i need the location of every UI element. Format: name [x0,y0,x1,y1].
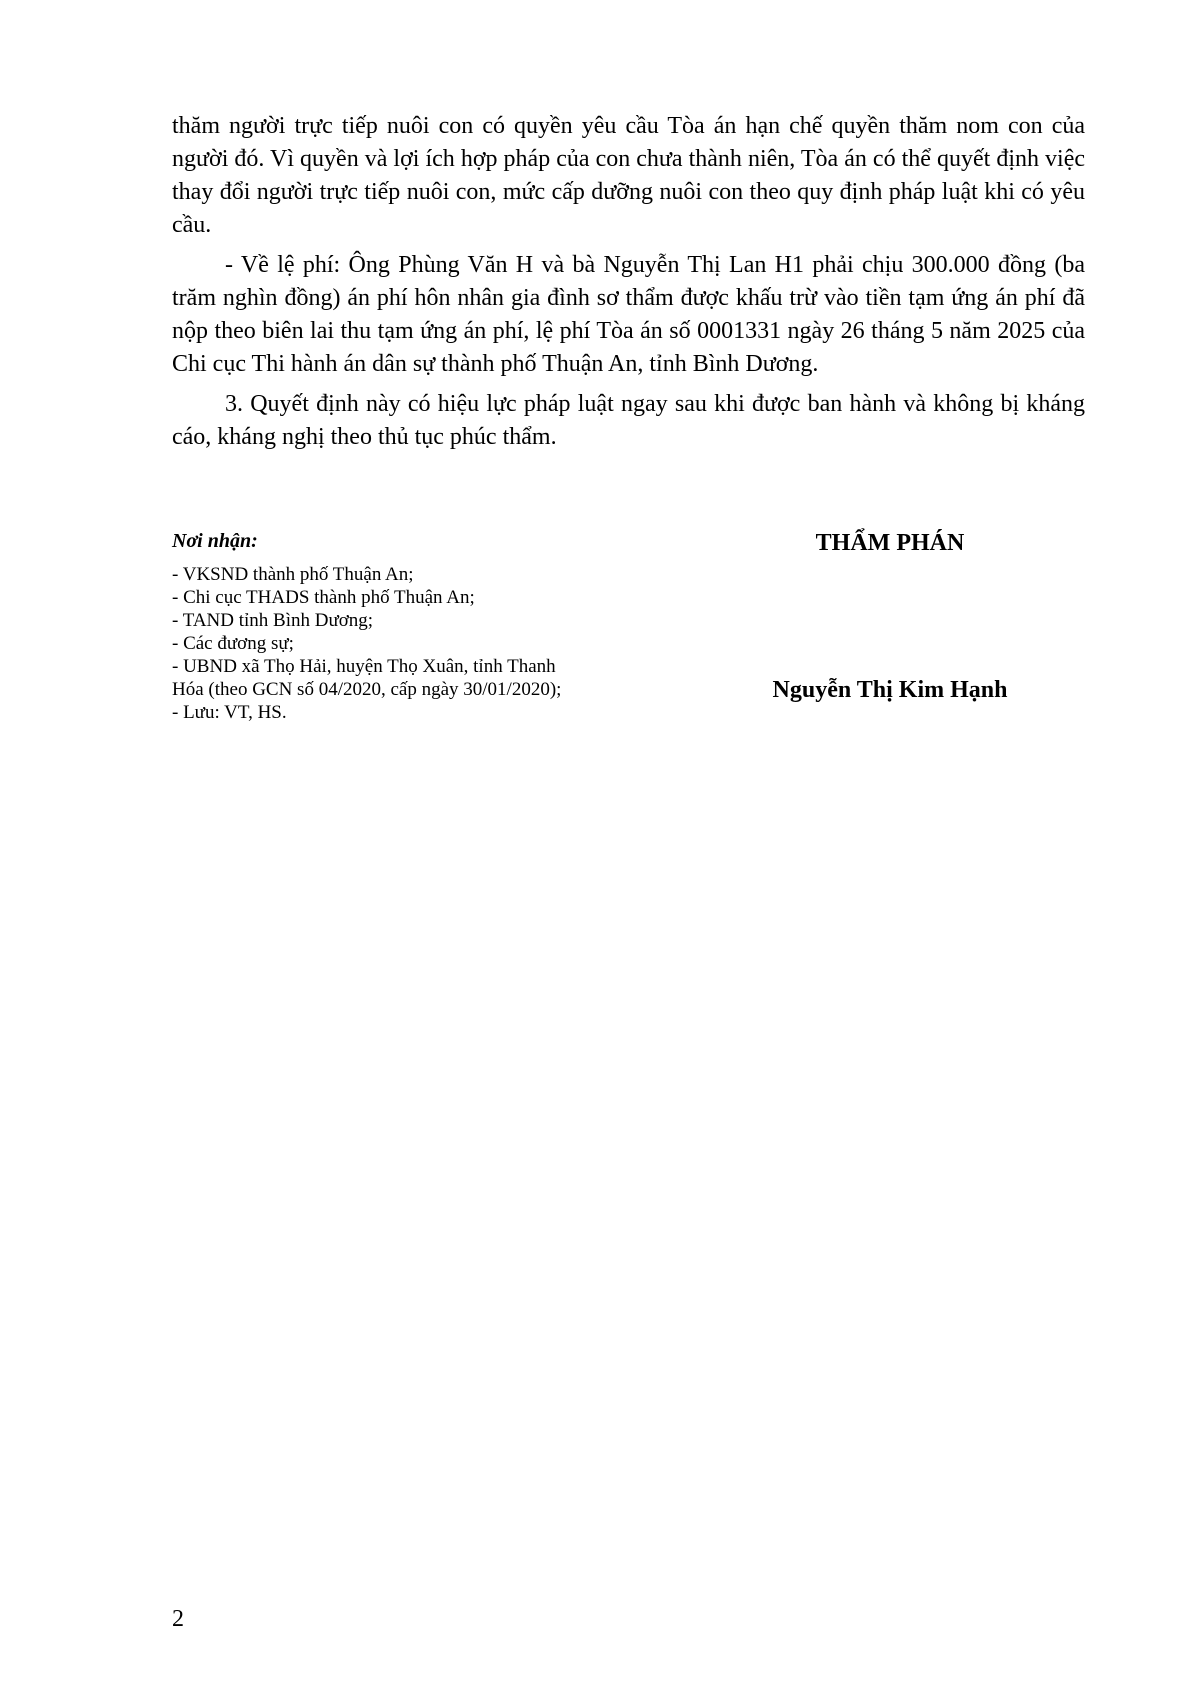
signature-block [720,530,1060,704]
recipients-heading: Nơi nhận: [172,530,258,552]
paragraph-court-fee: - Về lệ phí: Ông Phùng Văn H và bà Nguyễn Thị Lan H1 phải chịu 300.000 đồng (ba trăm nghìn đồng) án phí hôn nhân gia đình sơ thẩm được khấu trừ vào tiền tạm ứng án phí đã nộp theo biên lai thu tạm ứng án phí, lệ phí Tòa án số 0001331 ngày 26 tháng 5 năm 2025 của Chi cục Thi hành án dân sự thành phố Thuận An, tỉnh Bình Dương. [172,252,1085,377]
judge-name: Nguyễn Thị Kim Hạnh [772,677,1008,703]
recipient-item: - VKSND thành phố Thuận An; [172,564,414,585]
recipient-item: - UBND xã Thọ Hải, huyện Thọ Xuân, tỉnh Thanh Hóa (theo GCN số 04/2020, cấp ngày 30/01/2020); [172,656,562,700]
recipient-item: - Lưu: VT, HS. [172,702,287,723]
decision-body [172,110,1085,454]
recipient-item: - Chi cục THADS thành phố Thuận An; [172,587,475,608]
judge-title: THẨM PHÁN [815,530,965,556]
recipient-item: - Các đương sự; [172,633,294,654]
paragraph-legal-effect: 3. Quyết định này có hiệu lực pháp luật ngay sau khi được ban hành và không bị kháng cáo, kháng nghị theo thủ tục phúc thẩm. [172,391,1085,450]
page-number: 2 [172,1606,184,1632]
paragraph-visitation-rights: thăm người trực tiếp nuôi con có quyền yêu cầu Tòa án hạn chế quyền thăm nom con của người đó. Vì quyền và lợi ích hợp pháp của con chưa thành niên, Tòa án có thể quyết định việc thay đổi người trực tiếp nuôi con, mức cấp dưỡng nuôi con theo quy định pháp luật khi có yêu cầu. [172,113,1085,238]
recipients-block [172,530,592,724]
recipient-item: - TAND tỉnh Bình Dương; [172,610,374,631]
